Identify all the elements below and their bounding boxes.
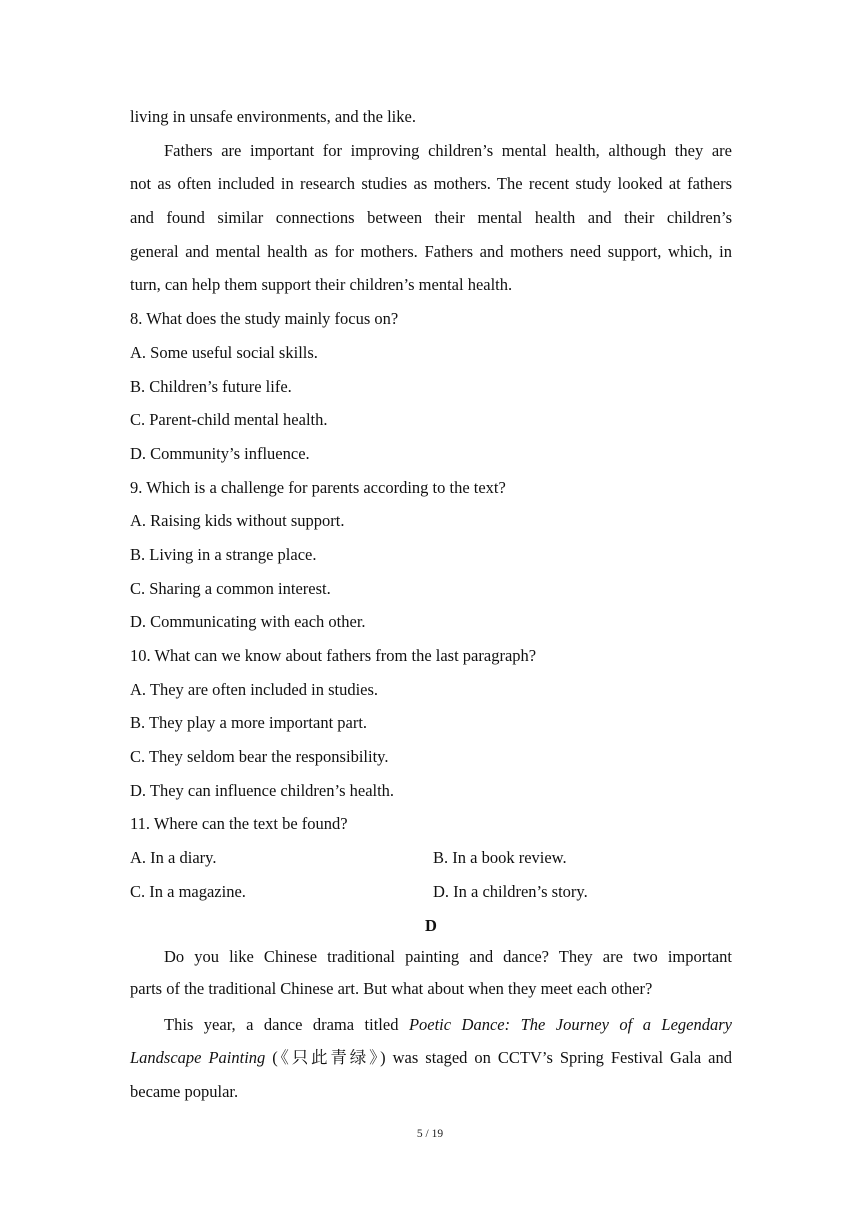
option-row [130,841,732,875]
question-stem: 9. Which is a challenge for parents according to the text? [130,477,506,497]
drama-title: Poetic Dance: The Journey of a Legendary [408,1014,732,1034]
paragraph-line: not as often included in research studies as mothers. The recent study looked at fathers [130,174,732,194]
option-c[interactable]: C. Sharing a common interest. [130,578,331,598]
text-run: (《只此青绿》) was staged on CCTV’s Spring Festival Gala and [265,1048,732,1068]
paragraph-line: Do you like Chinese traditional painting and dance? They are two important [164,946,732,966]
drama-title: Landscape Painting [130,1048,266,1068]
question-stem: 11. Where can the text be found? [130,814,348,834]
section-heading: D [425,915,437,935]
page-content [130,100,732,1109]
option-a[interactable]: A. They are often included in studies. [130,679,379,699]
paragraph-line: Fathers are important for improving children’s mental health, although they are [164,140,732,160]
option-a[interactable]: A. Some useful social skills. [130,342,318,362]
paragraph-continuation: living in unsafe environments, and the like. [130,107,416,126]
option-b[interactable]: B. Living in a strange place. [130,544,317,564]
option-row [130,875,732,909]
paragraph-line: and found similar connections between their mental health and their children’s [130,208,732,228]
option-b[interactable]: B. Children’s future life. [130,376,292,396]
option-d[interactable]: D. Community’s influence. [130,443,310,463]
question-10 [130,639,732,807]
option-b[interactable]: B. In a book review. [433,848,567,868]
option-c[interactable]: C. Parent-child mental health. [130,410,328,430]
question-11 [130,807,732,908]
paragraph-line: general and mental health as for mothers. Fathers and mothers need support, which, in [130,241,732,261]
paragraph-line: became popular. [130,1081,239,1101]
paragraph-intro [130,941,732,1006]
question-stem: 8. What does the study mainly focus on? [130,309,399,329]
question-9 [130,471,732,639]
paragraph-line [130,1008,732,1042]
option-a[interactable]: A. In a diary. [130,848,217,868]
paragraph-dance-drama [130,1008,732,1109]
option-c[interactable]: C. They seldom bear the responsibility. [130,747,389,767]
paragraph-line [130,1041,732,1075]
option-d[interactable]: D. They can influence children’s health. [130,780,395,800]
page-number: 5 / 19 [416,1128,444,1140]
option-c[interactable]: C. In a magazine. [130,881,246,901]
paragraph-line: turn, can help them support their children’s mental health. [130,275,513,295]
question-stem: 10. What can we know about fathers from the last paragraph? [130,646,537,665]
text-run: This year, a dance drama titled [164,1014,409,1034]
option-d[interactable]: D. Communicating with each other. [130,612,366,632]
option-d[interactable]: D. In a children’s story. [433,881,588,901]
paragraph-line: parts of the traditional Chinese art. But what about when they meet each other? [130,979,653,998]
option-a[interactable]: A. Raising kids without support. [130,511,345,531]
paragraph-fathers [130,134,732,302]
option-b[interactable]: B. They play a more important part. [130,713,368,733]
question-8 [130,302,732,470]
